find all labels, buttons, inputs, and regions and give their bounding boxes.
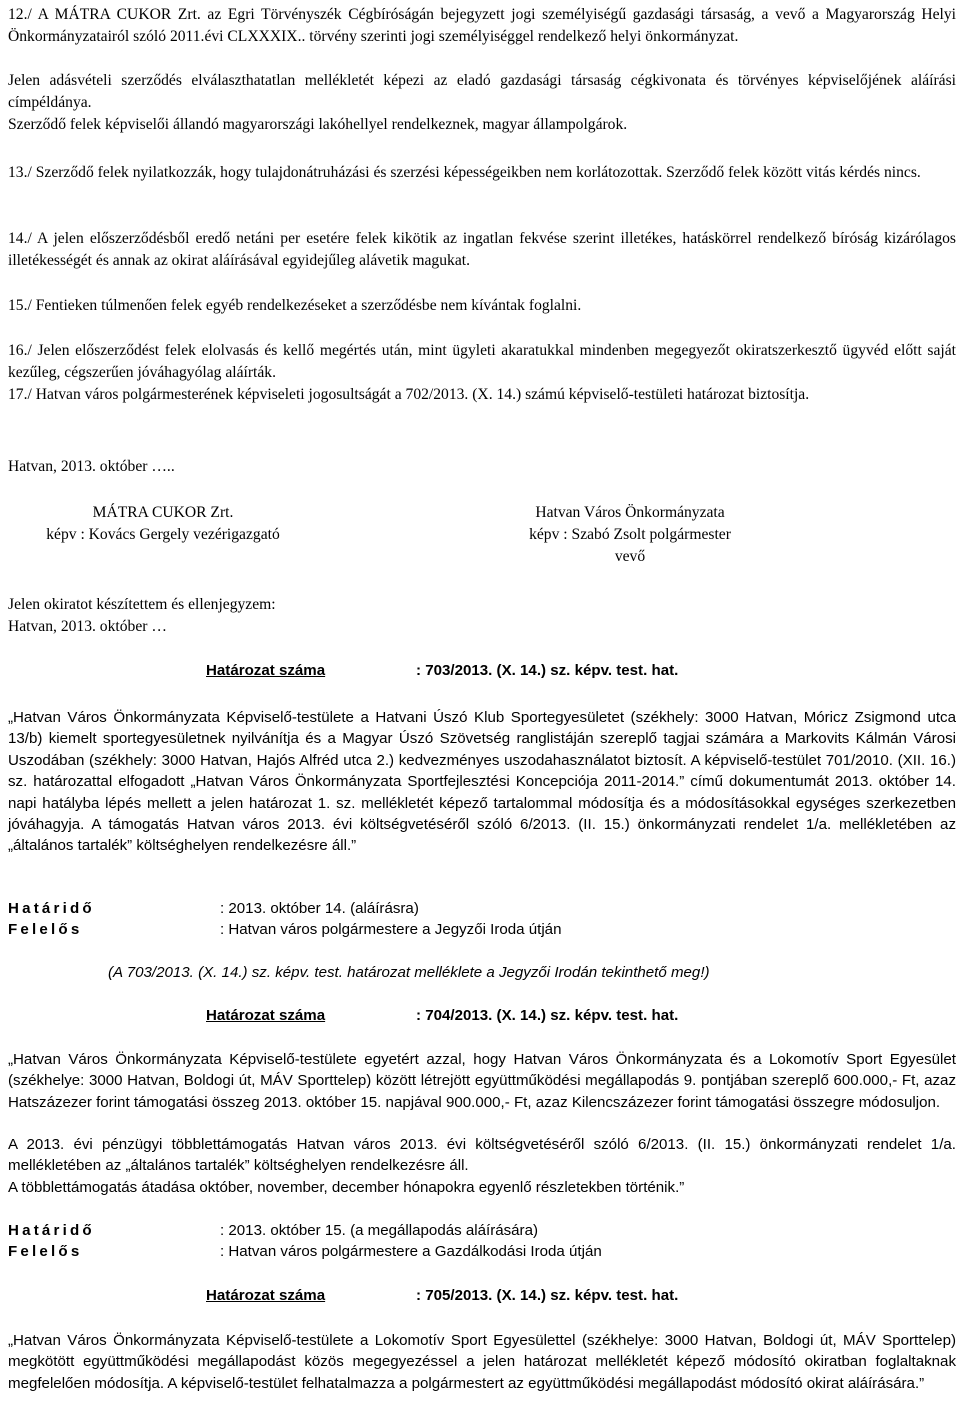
contract-section-12-annex: Jelen adásvételi szerződés elválaszthatatlan mellékletét képezi az eladó gazdasági társaság cégkivonata és törvényes képviselőjének aláírási címpéldánya. xyxy=(8,72,956,111)
resolution-703-body: „Hatvan Város Önkormányzata Képviselő-testülete a Hatvani Úszó Klub Sportegyesületet (székhely: 3000 Hatvan, Móricz Zsigmond utca 13/b) kiemelt sportegyesületnek nyilvánítja és a Magyar Úszó Szövetség ranglistáján szereplő tagjai számára a Markovits Kálmán Városi Uszodában (székhely: 3000 Hatvan, Hajós Alfréd utca 2.) kedvezményes uszodahasználatot biztosít. A képviselő-testület 701/2010. (XII. 16.) sz. határozattal elfogadott „Hatvan Város Önkormányzata Sportfejlesztési Koncepciója 2011-2014.” című dokumentumát 2013. október 14. napi hatályba lépés mellett a jelen határozat 1. sz. mellékletét képező tartalommal módosítja és a módosításokkal egységes szerkezetben jóváhagyja. A támogatás Hatvan város 2013. évi költségvetéséről szóló 6/2013. (II. 15.) önkormányzati rendelet 1/a. mellékletében az „általános tartalék” költséghelyen rendelkezésre áll.” xyxy=(8,709,956,855)
seller-name: MÁTRA CUKOR Zrt. xyxy=(92,504,234,521)
buyer-name: Hatvan Város Önkormányzata xyxy=(535,504,725,521)
resolution-number: : 704/2013. (X. 14.) sz. képv. test. hat. xyxy=(416,1007,679,1024)
resolution-number: : 703/2013. (X. 14.) sz. képv. test. hat. xyxy=(416,662,679,679)
contract-section-12-citizenship: Szerződő felek képviselői állandó magyarországi lakóhellyel rendelkeznek, magyar állampolgárok. xyxy=(8,116,628,133)
countersign-date: Hatvan, 2013. október … xyxy=(8,618,167,635)
contract-section-17: 17./ Hatvan város polgármesterének képviseleti jogosultságát a 702/2013. (X. 14.) számú képviselő-testületi határozat biztosítja. xyxy=(8,386,810,403)
responsible-label: Felelős xyxy=(8,1243,83,1260)
contract-section-14: 14./ A jelen előszerződésből eredő netáni per esetére felek kikötik az ingatlan fekvése szerint illetékes, hatáskörrel rendelkező bíróság kizárólagos illetékességét és annak az okirat aláírásával egyidejűleg alávetik magukat. xyxy=(8,230,956,269)
resolution-label: Határozat száma xyxy=(206,1287,326,1304)
buyer-role: vevő xyxy=(614,548,646,565)
resolution-number: : 705/2013. (X. 14.) sz. képv. test. hat. xyxy=(416,1287,679,1304)
responsible-value: : Hatvan város polgármestere a Jegyzői Iroda útján xyxy=(220,921,562,938)
contract-section-12: 12./ A MÁTRA CUKOR Zrt. az Egri Törvényszék Cégbíróságán bejegyzett jogi személyiségű gazdasági társaság, a vevő a Magyarország Helyi Önkormányzatairól szóló 2011.évi CLXXXIX.. törvény szerinti jogi személyiséggel rendelkező helyi önkormányzat. xyxy=(8,6,956,45)
deadline-label: Határidő xyxy=(8,900,95,917)
contract-section-15: 15./ Fentieken túlmenően felek egyéb rendelkezéseket a szerződésbe nem kívántak foglalni. xyxy=(8,297,582,314)
annex-note: (A 703/2013. (X. 14.) sz. képv. test. határozat melléklete a Jegyzői Irodán tekinthető meg!) xyxy=(108,964,710,981)
responsible-value: : Hatvan város polgármestere a Gazdálkodási Iroda útján xyxy=(220,1243,602,1260)
resolution-704-installments: A többlettámogatás átadása október, november, december hónapokra egyenlő részletekben történik.” xyxy=(8,1179,685,1196)
deadline-label: Határidő xyxy=(8,1222,95,1239)
seller-representative: képv : Kovács Gergely vezérigazgató xyxy=(46,526,280,543)
resolution-704-body: „Hatvan Város Önkormányzata Képviselő-testülete egyetért azzal, hogy Hatvan Város Önkormányzata és a Lokomotív Sport Egyesület (székhelye: 3000 Hatvan, Boldogi út, MÁV Sporttelep) között létrejött együttműködési megállapodás 9. pontjában szereplő 600.000,- Ft, azaz Hatszázezer forint támogatási összeg 2013. október 15. napjával 900.000,- Ft, azaz Kilencszázezer forint támogatási összegre módosuljon. xyxy=(8,1051,956,1111)
signature-seller xyxy=(6,502,320,546)
buyer-representative: képv : Szabó Zsolt polgármester xyxy=(529,526,731,543)
deadline-value: : 2013. október 15. (a megállapodás aláírására) xyxy=(220,1222,539,1239)
resolution-705-body: „Hatvan Város Önkormányzata Képviselő-testülete a Lokomotív Sport Egyesülettel (székhelye: 3000 Hatvan, Boldogi út, MÁV Sporttelep) megkötött együttműködési megállapodást közös megegyezéssel a jelen határozat mellékletét képező módosító okiratban foglaltaknak megfelelően módosítja. A képviselő-testület felhatalmazza a polgármestert az együttműködési megállapodást módosító okirat aláírására.” xyxy=(8,1332,956,1392)
countersign-statement: Jelen okiratot készítettem és ellenjegyzem: xyxy=(8,596,276,613)
contract-section-16: 16./ Jelen előszerződést felek elolvasás és kellő megértés után, mint ügyleti akaratukkal mindenben megegyezőt okiratszerkesztő ügyvéd előtt saját kezűleg, cégszerűen jóváhagyólag aláírták. xyxy=(8,342,956,381)
contract-place-date: Hatvan, 2013. október ….. xyxy=(8,458,175,475)
contract-section-13: 13./ Szerződő felek nyilatkozzák, hogy tulajdonátruházási és szerzési képességeikben nem korlátozottak. Szerződő felek között vitás kérdés nincs. xyxy=(8,164,921,181)
signature-buyer xyxy=(470,502,790,568)
resolution-label: Határozat száma xyxy=(206,662,326,679)
deadline-value: : 2013. október 14. (aláírásra) xyxy=(220,900,419,917)
responsible-label: Felelős xyxy=(8,921,83,938)
resolution-704-funding: A 2013. évi pénzügyi többlettámogatás Hatvan város 2013. évi költségvetéséről szóló 6/2013. (II. 15.) önkormányzati rendelet 1/a. mellékletében az „általános tartalék” költséghelyen rendelkezésre áll. xyxy=(8,1136,956,1175)
resolution-label: Határozat száma xyxy=(206,1007,326,1024)
